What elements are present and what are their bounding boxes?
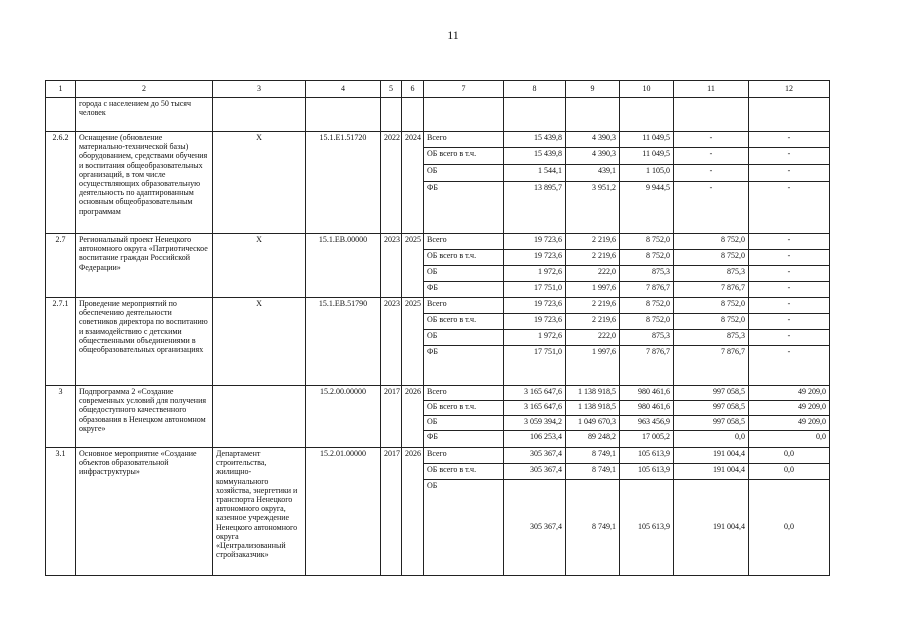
executor: Департамент строительства, жилищно-коммунального хозяйства, энергетики и транспорта Ненецкого автономного округа, казенное учреждение Ненецкого автономного округа «Централизованный стройзаказчик» [213,448,306,576]
value-cell: 7 876,7 [674,346,749,386]
table-row [46,386,830,401]
value-cell: - [749,298,830,314]
item-number: 2.7.1 [46,298,76,386]
header-cell: 7 [424,81,504,98]
value-cell: 17 005,2 [620,431,674,448]
item-number: 3 [46,386,76,448]
value-total: 19 723,6 [504,314,566,330]
header-cell: 12 [749,81,830,98]
start-year: 2017 [381,448,402,576]
value-cell: 8 752,0 [674,234,749,250]
value-total: 1 544,1 [504,165,566,182]
table-row [46,448,830,464]
value-total: 15 439,8 [504,148,566,165]
value-cell: 222,0 [566,266,620,282]
source-label: ОБ всего в т.ч. [424,314,504,330]
value-total: 1 972,6 [504,266,566,282]
value-cell: 1 997,6 [566,346,620,386]
value-cell: 8 749,1 [566,448,620,464]
value-total: 305 367,4 [504,448,566,464]
value-total: 19 723,6 [504,234,566,250]
value-cell: 8 752,0 [620,314,674,330]
value-cell: 8 752,0 [674,314,749,330]
value-total: 305 367,4 [504,480,566,576]
value-total: 17 751,0 [504,346,566,386]
value-total: 13 895,7 [504,182,566,234]
value-cell: - [749,165,830,182]
item-name: Проведение мероприятий по обеспечению деятельности советников директора по воспитанию и взаимодействию с детскими общественными объединениями в общеобразовательных организациях [76,298,213,386]
header-cell: 11 [674,81,749,98]
source-label: Всего [424,234,504,250]
budget-table [45,80,830,576]
value-cell: 4 390,3 [566,148,620,165]
source-label: ФБ [424,182,504,234]
item-number: 3.1 [46,448,76,576]
value-cell: - [749,182,830,234]
value-cell: 3 951,2 [566,182,620,234]
executor: Х [213,234,306,298]
end-year: 2025 [402,234,424,298]
source-label: Всего [424,386,504,401]
source-label: ФБ [424,431,504,448]
item-name: Подпрограмма 2 «Создание современных условий для получения общедоступного качественного образования в Ненецком автономном округе» [76,386,213,448]
value-total: 19 723,6 [504,298,566,314]
value-cell: 105 613,9 [620,480,674,576]
value-cell: 997 058,5 [674,416,749,431]
header-cell: 3 [213,81,306,98]
header-cell: 1 [46,81,76,98]
value-cell: - [749,266,830,282]
value-cell: 997 058,5 [674,386,749,401]
header-cell: 10 [620,81,674,98]
value-total: 3 165 647,6 [504,401,566,416]
value-cell: 11 049,5 [620,148,674,165]
source-label: ОБ [424,480,504,576]
value-cell: - [674,182,749,234]
header-cell: 8 [504,81,566,98]
source-label: ОБ [424,330,504,346]
budget-code: 15.2.00.00000 [306,386,381,448]
value-cell: 1 049 670,3 [566,416,620,431]
value-cell: - [749,330,830,346]
value-cell: 191 004,4 [674,448,749,464]
budget-code: 15.2.01.00000 [306,448,381,576]
item-number: 2.7 [46,234,76,298]
value-total: 15 439,8 [504,132,566,148]
budget-code: 15.1.ЕВ.00000 [306,234,381,298]
value-cell: 1 138 918,5 [566,386,620,401]
value-cell: 439,1 [566,165,620,182]
value-cell: 2 219,6 [566,298,620,314]
value-cell: 1 105,0 [620,165,674,182]
value-cell: - [749,314,830,330]
table-row [46,298,830,314]
value-cell: 875,3 [674,266,749,282]
value-cell: - [674,165,749,182]
value-cell: 49 209,0 [749,401,830,416]
value-cell: - [749,234,830,250]
end-year: 2024 [402,132,424,234]
table-row [46,234,830,250]
start-year: 2022 [381,132,402,234]
value-cell: 49 209,0 [749,386,830,401]
value-cell: 980 461,6 [620,401,674,416]
item-name: Оснащение (обновление материально-технической базы) оборудованием, средствами обучения и воспитания общеобразовательных организаций, в том числе осуществляющих образовательную деятельность по адаптированным основным общеобразовательным программам [76,132,213,234]
value-cell: 191 004,4 [674,480,749,576]
header-cell: 4 [306,81,381,98]
value-cell: 2 219,6 [566,314,620,330]
page-number: 11 [447,28,459,42]
budget-code: 15.1.Е1.51720 [306,132,381,234]
table-row [46,132,830,148]
item-name: Региональный проект Ненецкого автономного округа «Патриотическое воспитание граждан Российской Федерации» [76,234,213,298]
header-cell: 6 [402,81,424,98]
value-total: 17 751,0 [504,282,566,298]
executor: Х [213,132,306,234]
end-year: 2026 [402,386,424,448]
source-label: ОБ всего в т.ч. [424,250,504,266]
source-label: ОБ [424,416,504,431]
value-cell: 0,0 [749,448,830,464]
value-cell: 8 749,1 [566,464,620,480]
source-label: Всего [424,132,504,148]
source-label: ОБ всего в т.ч. [424,464,504,480]
value-cell: 2 219,6 [566,234,620,250]
start-year: 2023 [381,234,402,298]
value-cell: 0,0 [674,431,749,448]
value-total: 106 253,4 [504,431,566,448]
value-cell: 980 461,6 [620,386,674,401]
budget-code: 15.1.ЕВ.51790 [306,298,381,386]
value-cell: 49 209,0 [749,416,830,431]
value-cell: 7 876,7 [620,346,674,386]
value-cell: 105 613,9 [620,464,674,480]
value-total: 3 059 394,2 [504,416,566,431]
start-year: 2023 [381,298,402,386]
header-cell: 9 [566,81,620,98]
value-cell: 105 613,9 [620,448,674,464]
value-cell: 8 752,0 [620,250,674,266]
source-label: Всего [424,298,504,314]
source-label: ОБ [424,165,504,182]
item-number: 2.6.2 [46,132,76,234]
source-label: ФБ [424,346,504,386]
value-cell: 191 004,4 [674,464,749,480]
value-cell: 7 876,7 [620,282,674,298]
source-label: ФБ [424,282,504,298]
value-cell: - [749,148,830,165]
value-cell: 1 138 918,5 [566,401,620,416]
value-cell: 89 248,2 [566,431,620,448]
value-cell: 8 752,0 [620,298,674,314]
header-cell: 5 [381,81,402,98]
item-name: Основное мероприятие «Создание объектов образовательной инфраструктуры» [76,448,213,576]
value-cell: - [749,282,830,298]
value-cell: 2 219,6 [566,250,620,266]
value-cell: 997 058,5 [674,401,749,416]
source-label: ОБ [424,266,504,282]
value-cell: 875,3 [620,266,674,282]
value-cell: 8 752,0 [620,234,674,250]
value-cell: 875,3 [674,330,749,346]
value-cell: 9 944,5 [620,182,674,234]
table-row [46,98,830,132]
value-cell: 0,0 [749,431,830,448]
value-cell: 7 876,7 [674,282,749,298]
end-year: 2026 [402,448,424,576]
value-cell: 8 752,0 [674,250,749,266]
executor [213,386,306,448]
value-cell: 0,0 [749,480,830,576]
value-cell: - [674,132,749,148]
value-total: 3 165 647,6 [504,386,566,401]
value-cell: 963 456,9 [620,416,674,431]
start-year: 2017 [381,386,402,448]
value-cell: 222,0 [566,330,620,346]
header-row [46,81,830,98]
end-year: 2025 [402,298,424,386]
value-cell: 8 752,0 [674,298,749,314]
value-total: 1 972,6 [504,330,566,346]
value-cell: 1 997,6 [566,282,620,298]
source-label: ОБ всего в т.ч. [424,401,504,416]
header-cell: 2 [76,81,213,98]
value-total: 19 723,6 [504,250,566,266]
value-cell: 11 049,5 [620,132,674,148]
source-label: ОБ всего в т.ч. [424,148,504,165]
value-cell: - [674,148,749,165]
executor: Х [213,298,306,386]
value-cell: 0,0 [749,464,830,480]
item-name: города с населением до 50 тысяч человек [76,98,213,132]
source-label: Всего [424,448,504,464]
value-cell: - [749,132,830,148]
value-cell: 875,3 [620,330,674,346]
value-cell: 4 390,3 [566,132,620,148]
value-cell: - [749,346,830,386]
value-total: 305 367,4 [504,464,566,480]
value-cell: 8 749,1 [566,480,620,576]
value-cell: - [749,250,830,266]
